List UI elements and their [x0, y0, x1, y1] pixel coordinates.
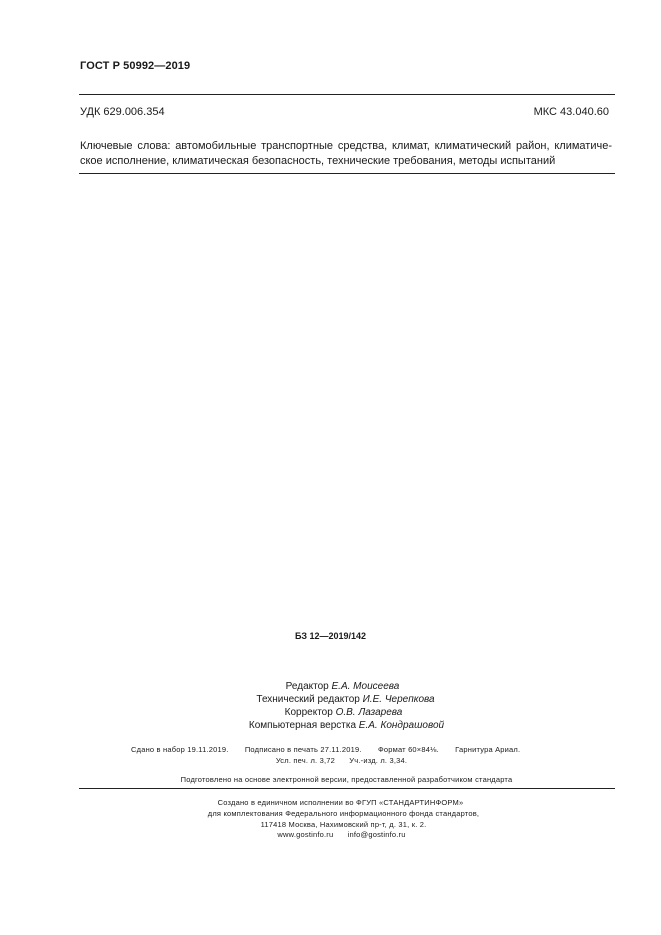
keywords-divider: [79, 173, 615, 174]
credit-role: Корректор: [284, 707, 333, 718]
print-details-row-1: [131, 745, 534, 754]
keywords-line-1: Ключевые слова: автомобильные транспортные средства, климат, климатический район, климатиче-: [80, 140, 612, 152]
mks-code: МКС 43.040.60: [533, 106, 609, 118]
udk-code: УДК 629.006.354: [80, 106, 165, 118]
credit-name: Е.А. Моисеева: [331, 681, 400, 692]
imprint-divider: [79, 788, 615, 789]
document-id: ГОСТ Р 50992—2019: [80, 60, 191, 72]
publisher-contacts: [0, 830, 661, 839]
publisher-address: 117418 Москва, Нахимовский пр-т, д. 31, к. 2.: [260, 820, 427, 829]
credit-name: И.Е. Черепкова: [362, 694, 435, 705]
keywords-block: [80, 139, 612, 169]
credit-layout: [0, 719, 661, 732]
typeface: Гарнитура Ариал.: [455, 745, 521, 754]
website-link[interactable]: www.gostinfo.ru: [277, 830, 334, 839]
credit-proofreader: [0, 706, 661, 719]
email-link[interactable]: info@gostinfo.ru: [347, 830, 406, 839]
submitted-date: Сдано в набор 19.11.2019.: [131, 745, 229, 754]
credits-block: [0, 680, 661, 732]
publisher-sheets: Уч.-изд. л. 3,34.: [349, 756, 408, 765]
credit-name: Е.А. Кондрашовой: [358, 720, 445, 731]
print-details-row-2: [0, 756, 661, 765]
credit-role: Технический редактор: [256, 694, 360, 705]
credit-role: Редактор: [285, 681, 329, 692]
bz-number: БЗ 12—2019/142: [294, 631, 367, 641]
prepared-note: Подготовлено на основе электронной версии, предоставленной разработчиком стандарта: [180, 775, 513, 784]
printed-sheets: Усл. печ. л. 3,72: [275, 756, 335, 765]
credit-tech-editor: [0, 693, 661, 706]
credit-name: О.В. Лазарева: [335, 707, 403, 718]
created-line-1: Создано в единичном исполнении во ФГУП «СТАНДАРТИНФОРМ»: [217, 798, 464, 807]
keywords-line-2: ское исполнение, климатическая безопасность, технические требования, методы испытаний: [80, 155, 556, 167]
paper-format: Формат 60×84⅛.: [377, 745, 439, 754]
created-line-2: для комплектования Федерального информационного фонда стандартов,: [207, 809, 480, 818]
credit-editor: [0, 680, 661, 693]
signed-date: Подписано в печать 27.11.2019.: [244, 745, 362, 754]
header-divider: [79, 94, 615, 95]
credit-role: Компьютерная верстка: [248, 720, 357, 731]
